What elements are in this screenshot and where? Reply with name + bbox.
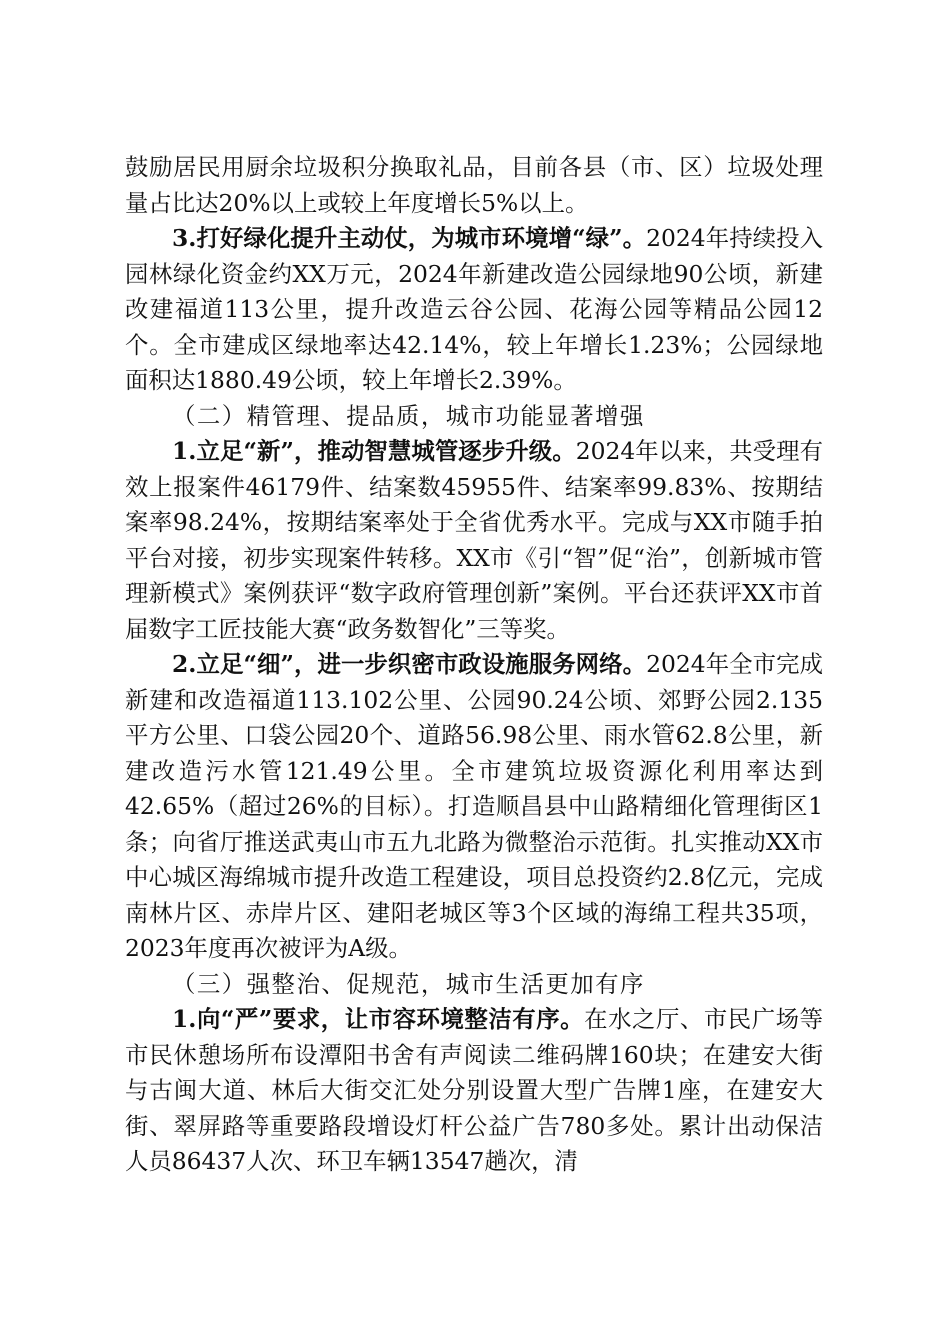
paragraph-text: 2024年以来，共受理有效上报案件46179件、结案数45955件、结案率99.83%、按期结案率98.24%，按期结案率处于全省优秀水平。完成与XX市随手拍平台对接，初步实现案件转移。XX市《引“智”促“治”，创新城市管理新模式》案例获评“数字政府管理创新”案例。平台还获评XX市首届数字工匠技能大赛“政务数智化”三等奖。 (125, 437, 824, 643)
section-heading-2: （二）精管理、提品质，城市功能显著增强 (172, 401, 645, 430)
body-paragraph (125, 150, 823, 221)
item-paragraph-city-appearance (125, 1002, 823, 1180)
paragraph-text: 鼓励居民用厨余垃圾积分换取礼品，目前各县（市、区）垃圾处理量占比达20%以上或较上年度增长5%以上。 (125, 153, 823, 217)
document-page (125, 150, 823, 1180)
paragraph-text: 2024年全市完成新建和改造福道113.102公里、公园90.24公顷、郊野公园2.135平方公里、口袋公园20个、道路56.98公里、雨水管62.8公里，新建改造污水管121.49公里。全市建筑垃圾资源化利用率达到42.65%（超过26%的目标）。打造顺昌县中山路精细化管理街区1条；向省厅推送武夷山市五九北路为微整治示范街。扎实推动XX市中心城区海绵城市提升改造工程建设，项目总投资约2.8亿元，完成南林片区、赤岸片区、建阳老城区等3个区域的海绵工程共35项，2023年度再次被评为A级。 (125, 650, 824, 962)
paragraph-text: 在水之厅、市民广场等市民休憩场所布设潭阳书舍有声阅读二维码牌160块；在建安大街与古闽大道、林后大街交汇处分别设置大型广告牌1座，在建安大街、翠屏路等重要路段增设灯杆公益广告780多处。累计出动保洁人员86437人次、环卫车辆13547趟次，清 (125, 1005, 823, 1175)
item-heading: 1.立足“新”，推动智慧城管逐步升级。 (172, 437, 576, 465)
item-paragraph-greening (125, 221, 823, 399)
item-paragraph-smart-management (125, 434, 823, 647)
section-heading-3: （三）强整治、促规范，城市生活更加有序 (172, 969, 645, 998)
item-heading: 1.向“严”要求，让市容环境整洁有序。 (172, 1005, 585, 1033)
item-heading: 2.立足“细”，进一步织密市政设施服务网络。 (172, 650, 647, 678)
item-paragraph-municipal-facilities (125, 647, 823, 967)
paragraph-text: 2024年持续投入园林绿化资金约XX万元，2024年新建改造公园绿地90公顷，新建改建福道113公里，提升改造云谷公园、花海公园等精品公园12个。全市建成区绿地率达42.14%，较上年增长1.23%；公园绿地面积达1880.49公顷，较上年增长2.39%。 (125, 224, 824, 394)
item-heading: 3.打好绿化提升主动仗，为城市环境增“绿”。 (172, 224, 647, 252)
